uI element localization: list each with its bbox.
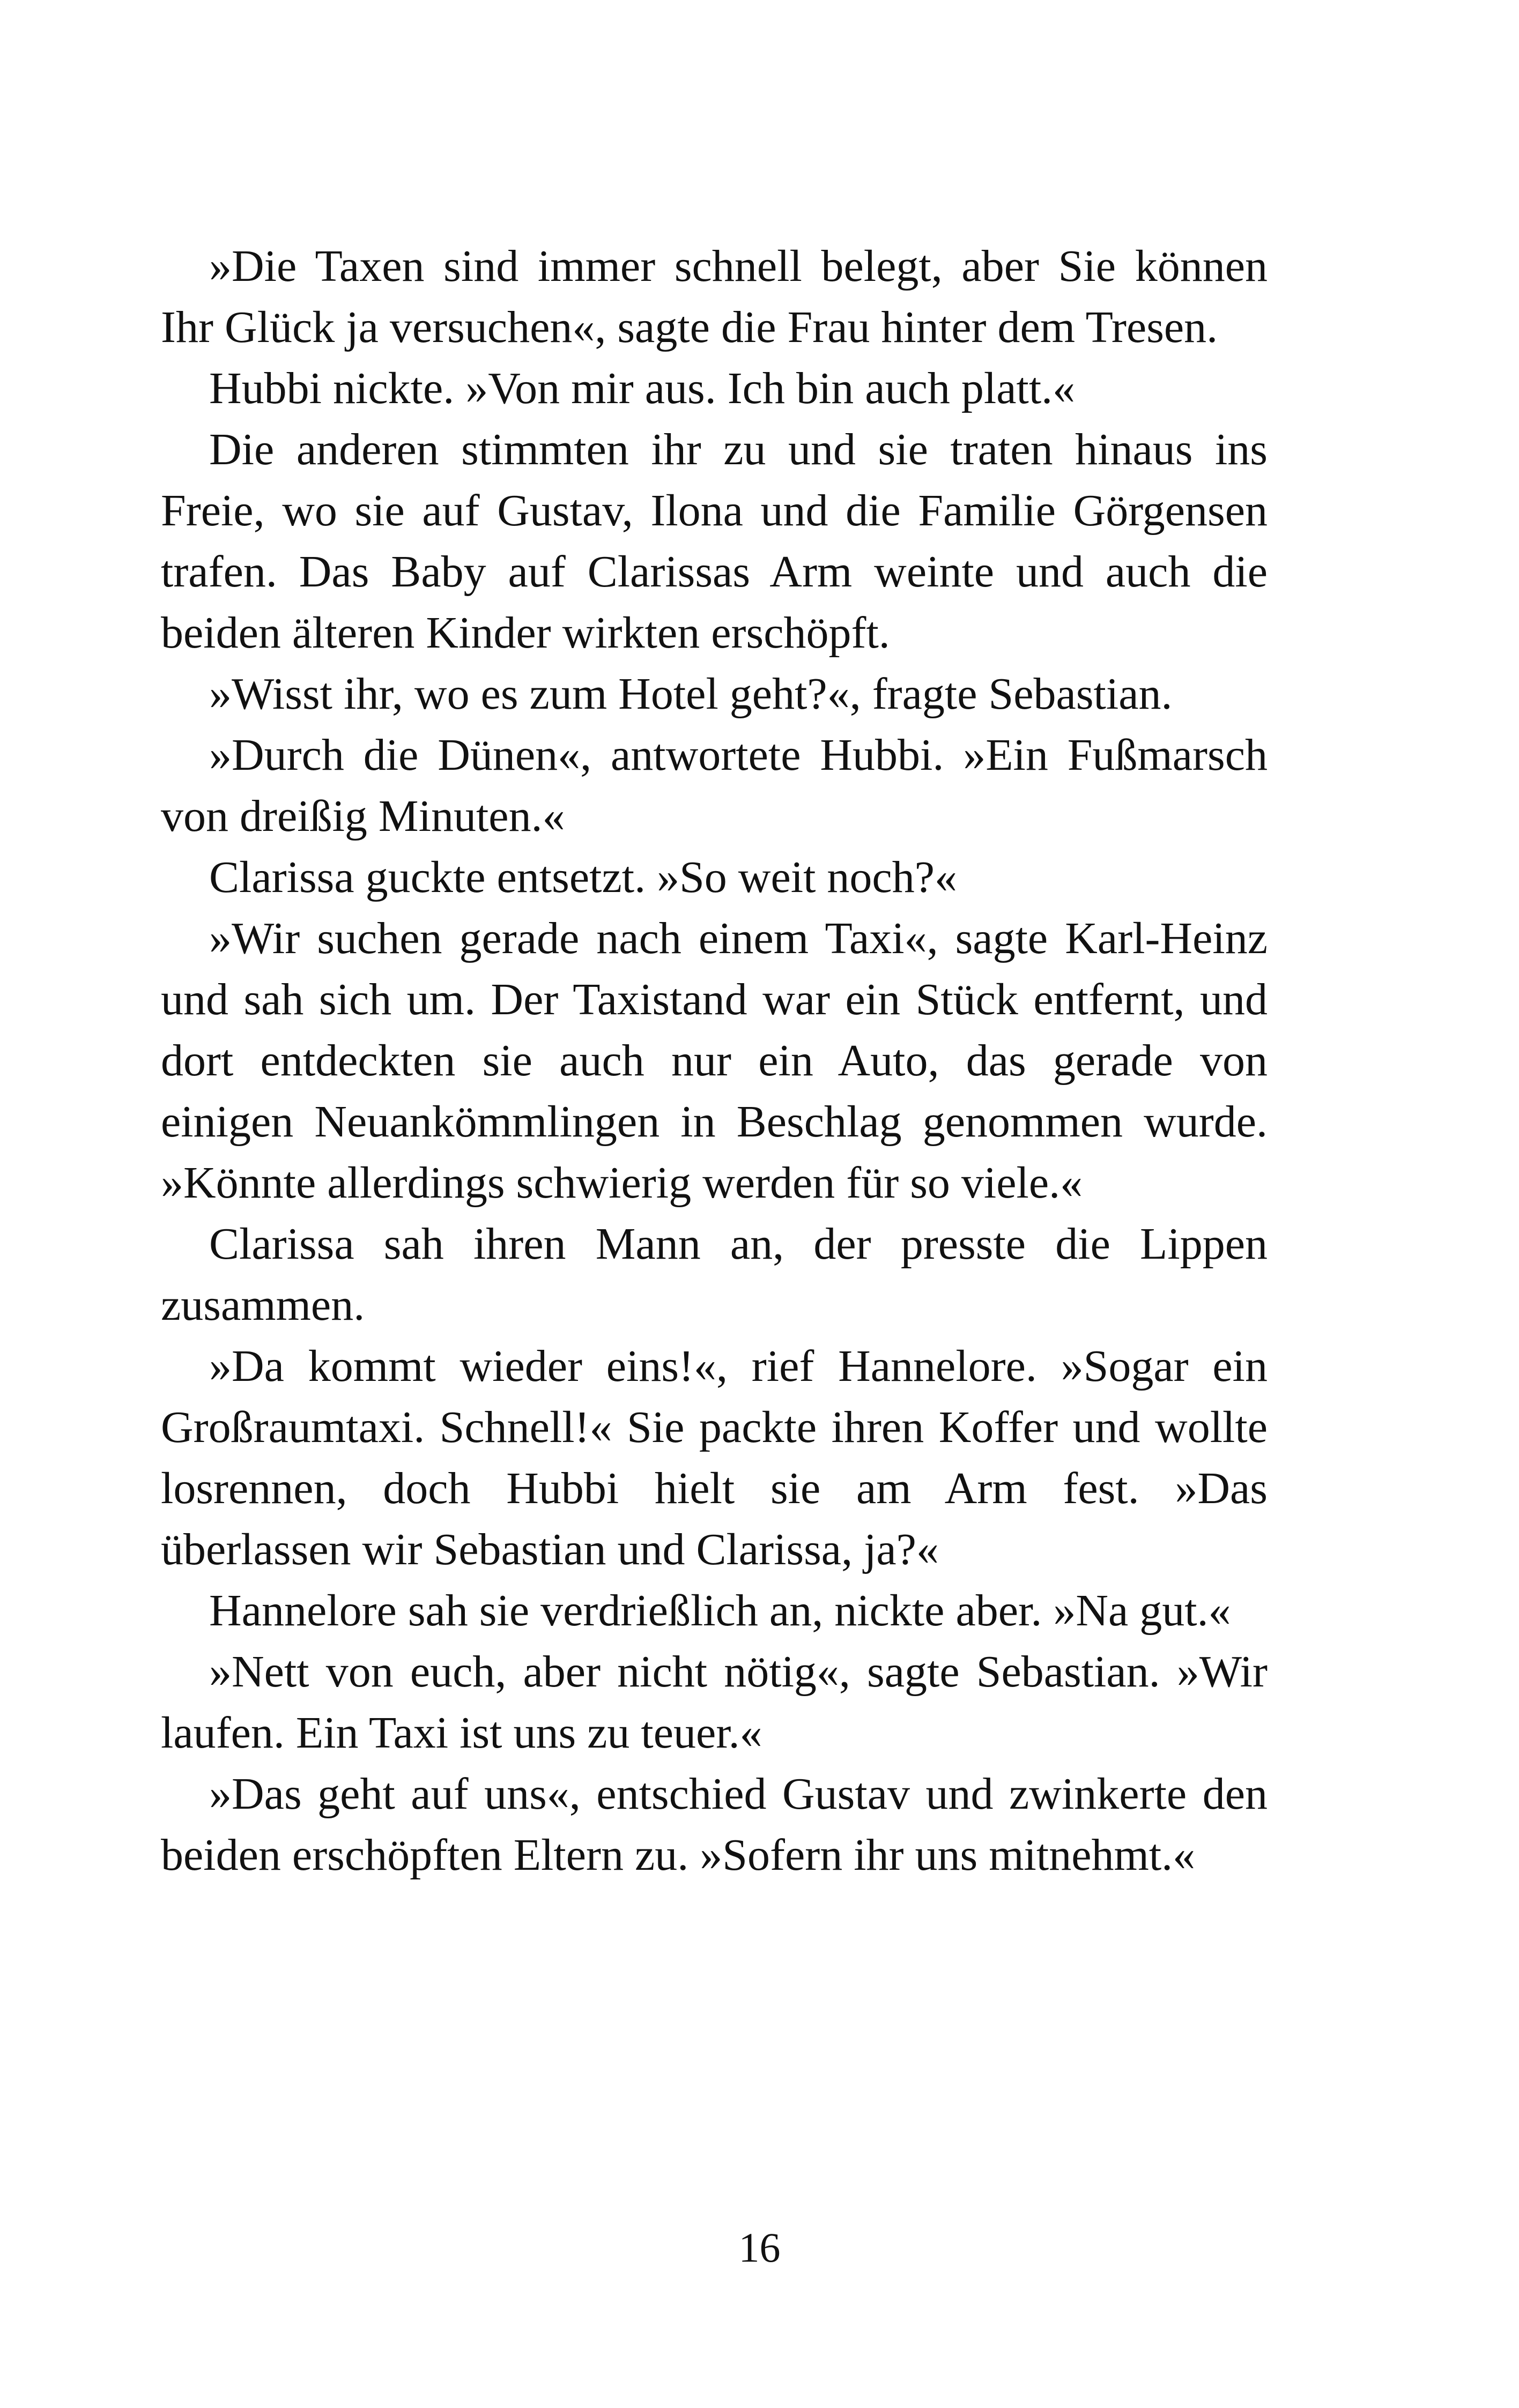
- paragraph-10: Hannelore sah sie verdrießlich an, nickte aber. »Na gut.«: [209, 1586, 1231, 1636]
- paragraph-5: »Durch die Dünen«, antwortete Hubbi. »Ein Fußmarsch von dreißig Minuten.«: [161, 730, 1268, 841]
- paragraph-3: Die anderen stimmten ihr zu und sie traten hinaus ins Freie, wo sie auf Gustav, Ilona und die Familie Görgensen trafen. Das Baby auf Clarissas Arm weinte und auch die beiden älteren Kinder wirkten erschöpft.: [161, 425, 1268, 658]
- paragraph-11: »Nett von euch, aber nicht nötig«, sagte Sebastian. »Wir laufen. Ein Taxi ist uns zu teuer.«: [161, 1647, 1268, 1758]
- paragraph-9: »Da kommt wieder eins!«, rief Hannelore. »Sogar ein Großraumtaxi. Schnell!« Sie packte ihren Koffer und wollte losrennen, doch Hubbi hielt sie am Arm fest. »Das überlassen wir Sebastian und Clarissa, ja?«: [161, 1341, 1268, 1574]
- paragraph-8: Clarissa sah ihren Mann an, der presste die Lippen zusammen.: [161, 1219, 1268, 1330]
- paragraph-6: Clarissa guckte entsetzt. »So weit noch?«: [209, 852, 957, 902]
- paragraph-7: »Wir suchen gerade nach einem Taxi«, sagte Karl-Heinz und sah sich um. Der Taxistand war ein Stück entfernt, und dort entdeckten sie auch nur ein Auto, das gerade von einigen Neuankömmlingen in Beschlag genommen wurde. »Könnte allerdings schwierig werden für so viele.«: [161, 913, 1268, 1208]
- paragraph-1: »Die Taxen sind immer schnell belegt, aber Sie können Ihr Glück ja versuchen«, sagte die Frau hinter dem Tresen.: [161, 241, 1268, 352]
- paragraph-2: Hubbi nickte. »Von mir aus. Ich bin auch platt.«: [209, 363, 1076, 413]
- body-text: [161, 236, 1268, 1886]
- paragraph-12: »Das geht auf uns«, entschied Gustav und zwinkerte den beiden erschöpften Eltern zu. »Sofern ihr uns mitnehmt.«: [161, 1769, 1268, 1880]
- page-number: 16: [738, 2224, 781, 2271]
- paragraph-4: »Wisst ihr, wo es zum Hotel geht?«, fragte Sebastian.: [209, 669, 1173, 719]
